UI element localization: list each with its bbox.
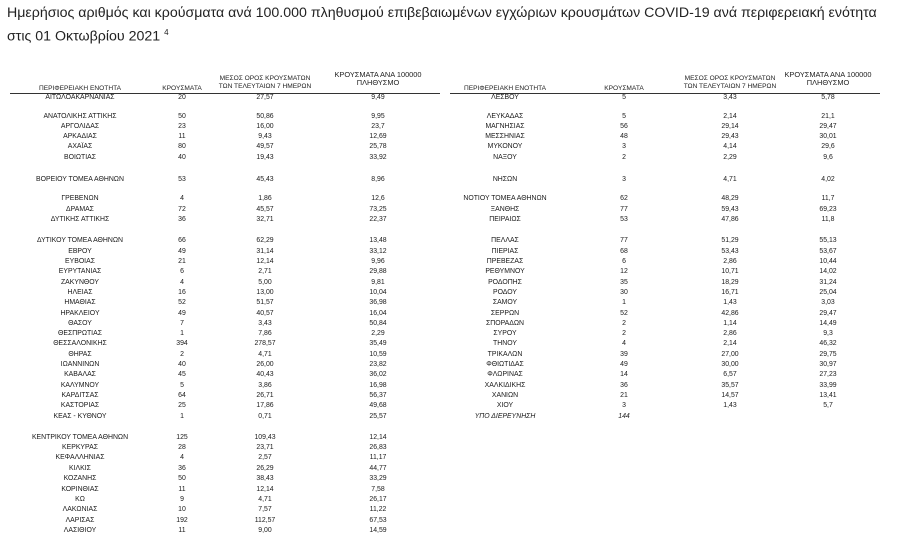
left-cell-unit: ΚΑΣΤΟΡΙΑΣ xyxy=(60,402,100,409)
right-cell-cases: 21 xyxy=(620,392,628,399)
right-cell-avg7: 1,14 xyxy=(723,320,737,327)
left-cell-per100k: 33,29 xyxy=(369,475,387,482)
right-cell-unit: ΦΛΩΡΙΝΑΣ xyxy=(487,371,523,378)
left-cell-unit: ΛΑΡΙΣΑΣ xyxy=(65,517,95,524)
right-cell-per100k: 27,23 xyxy=(819,371,837,378)
left-cell-per100k: 8,96 xyxy=(371,176,385,183)
right-cell-cases: 1 xyxy=(622,299,626,306)
right-cell-per100k: 11,8 xyxy=(821,216,835,223)
left-cell-cases: 50 xyxy=(178,475,186,482)
left-cell-per100k: 7,58 xyxy=(371,486,385,493)
left-cell-per100k: 16,98 xyxy=(369,382,387,389)
left-cell-cases: 5 xyxy=(180,382,184,389)
left-cell-per100k: 12,14 xyxy=(369,434,387,441)
right-header-per100k: ΚΡΟΥΣΜΑΤΑ ΑΝΑ 100000 ΠΛΗΘΥΣΜΟ xyxy=(784,70,872,87)
right-cell-cases: 6 xyxy=(622,258,626,265)
left-cell-per100k: 9,81 xyxy=(371,279,385,286)
left-cell-avg7: 45,57 xyxy=(256,206,274,213)
right-cell-cases: 35 xyxy=(620,279,628,286)
left-cell-unit: ΑΙΤΩΛΟΑΚΑΡΝΑΝΙΑΣ xyxy=(45,94,115,101)
left-cell-cases: 72 xyxy=(178,206,186,213)
left-cell-cases: 50 xyxy=(178,113,186,120)
right-cell-unit: ΤΗΝΟΥ xyxy=(493,340,517,347)
left-cell-unit: ΚΕΝΤΡΙΚΟΥ ΤΟΜΕΑ ΑΘΗΝΩΝ xyxy=(31,434,129,441)
left-cell-cases: 11 xyxy=(178,527,186,534)
left-cell-per100k: 50,84 xyxy=(369,320,387,327)
right-cell-avg7: 35,57 xyxy=(721,382,739,389)
left-cell-avg7: 3,86 xyxy=(258,382,272,389)
left-cell-cases: 1 xyxy=(180,330,184,337)
left-cell-avg7: 2,57 xyxy=(258,454,272,461)
left-cell-avg7: 7,57 xyxy=(258,506,272,513)
left-cell-per100k: 44,77 xyxy=(369,465,387,472)
right-cell-cases: 30 xyxy=(620,289,628,296)
right-cell-unit: ΛΕΥΚΑΔΑΣ xyxy=(486,113,524,120)
right-cell-per100k: 69,23 xyxy=(819,206,837,213)
right-cell-unit: ΥΠΟ ΔΙΕΡΕΥΝΗΣΗ xyxy=(474,413,536,420)
left-cell-avg7: 26,29 xyxy=(256,465,274,472)
left-cell-per100k: 9,95 xyxy=(371,113,385,120)
left-cell-avg7: 38,43 xyxy=(256,475,274,482)
right-cell-unit: ΠΙΕΡΙΑΣ xyxy=(491,248,519,255)
right-header-avg7: ΜΕΣΟΣ ΟΡΟΣ ΚΡΟΥΣΜΑΤΩΝ ΤΩΝ ΤΕΛΕΥΤΑΙΩΝ 7 ΗΜΕΡΩΝ xyxy=(683,75,777,90)
right-cell-per100k: 29,47 xyxy=(819,310,837,317)
left-cell-per100k: 36,02 xyxy=(369,371,387,378)
left-cell-avg7: 12,14 xyxy=(256,486,274,493)
left-cell-unit: ΘΕΣΠΡΩΤΙΑΣ xyxy=(58,330,102,337)
left-cell-cases: 66 xyxy=(178,237,186,244)
footnote-ref: 4 xyxy=(164,28,169,37)
left-cell-avg7: 26,00 xyxy=(256,361,274,368)
left-cell-per100k: 67,53 xyxy=(369,517,387,524)
left-cell-cases: 9 xyxy=(180,496,184,503)
left-cell-unit: ΑΝΑΤΟΛΙΚΗΣ ΑΤΤΙΚΗΣ xyxy=(43,113,117,120)
left-cell-avg7: 49,57 xyxy=(256,143,274,150)
left-cell-avg7: 62,29 xyxy=(256,237,274,244)
right-cell-unit: ΡΟΔΟΠΗΣ xyxy=(488,279,522,286)
left-cell-avg7: 50,86 xyxy=(256,113,274,120)
right-cell-unit: ΣΑΜΟΥ xyxy=(492,299,518,306)
right-cell-unit: ΝΟΤΙΟΥ ΤΟΜΕΑ ΑΘΗΝΩΝ xyxy=(463,195,547,202)
left-cell-avg7: 45,43 xyxy=(256,176,274,183)
right-cell-per100k: 14,02 xyxy=(819,268,837,275)
right-cell-cases: 5 xyxy=(622,94,626,101)
right-cell-avg7: 3,43 xyxy=(723,94,737,101)
left-cell-cases: 23 xyxy=(178,123,186,130)
right-cell-avg7: 59,43 xyxy=(721,206,739,213)
left-header-avg7: ΜΕΣΟΣ ΟΡΟΣ ΚΡΟΥΣΜΑΤΩΝ ΤΩΝ ΤΕΛΕΥΤΑΙΩΝ 7 ΗΜΕΡΩΝ xyxy=(218,75,312,90)
right-cell-per100k: 21,1 xyxy=(821,113,835,120)
left-cell-cases: 40 xyxy=(178,361,186,368)
left-cell-unit: ΘΕΣΣΑΛΟΝΙΚΗΣ xyxy=(53,340,107,347)
right-cell-cases: 3 xyxy=(622,176,626,183)
right-cell-per100k: 11,7 xyxy=(821,195,835,202)
right-cell-avg7: 2,86 xyxy=(723,330,737,337)
left-cell-avg7: 23,71 xyxy=(256,444,274,451)
left-cell-avg7: 40,43 xyxy=(256,371,274,378)
left-cell-avg7: 5,00 xyxy=(258,279,272,286)
right-cell-cases: 53 xyxy=(620,216,628,223)
left-cell-unit: ΑΡΚΑΔΙΑΣ xyxy=(63,133,97,140)
right-cell-avg7: 1,43 xyxy=(723,299,737,306)
left-cell-cases: 4 xyxy=(180,279,184,286)
left-cell-cases: 52 xyxy=(178,299,186,306)
left-cell-per100k: 9,96 xyxy=(371,258,385,265)
right-cell-unit: ΦΘΙΩΤΙΔΑΣ xyxy=(486,361,524,368)
right-cell-cases: 56 xyxy=(620,123,628,130)
left-cell-avg7: 7,86 xyxy=(258,330,272,337)
left-cell-cases: 25 xyxy=(178,402,186,409)
right-cell-avg7: 2,86 xyxy=(723,258,737,265)
right-cell-cases: 39 xyxy=(620,351,628,358)
left-cell-per100k: 36,98 xyxy=(369,299,387,306)
left-cell-unit: ΚΙΛΚΙΣ xyxy=(69,465,91,472)
left-cell-per100k: 25,57 xyxy=(369,413,387,420)
left-cell-per100k: 33,12 xyxy=(369,248,387,255)
left-cell-unit: ΓΡΕΒΕΝΩΝ xyxy=(61,195,99,202)
right-cell-per100k: 10,44 xyxy=(819,258,837,265)
left-cell-avg7: 1,86 xyxy=(258,195,272,202)
right-cell-avg7: 10,71 xyxy=(721,268,739,275)
left-cell-unit: ΚΟΖΑΝΗΣ xyxy=(63,475,97,482)
right-cell-unit: ΧΑΛΚΙΔΙΚΗΣ xyxy=(484,382,526,389)
right-cell-cases: 2 xyxy=(622,320,626,327)
left-cell-unit: ΙΩΑΝΝΙΝΩΝ xyxy=(60,361,100,368)
left-cell-cases: 125 xyxy=(176,434,188,441)
left-cell-unit: ΚΕΦΑΛΛΗΝΙΑΣ xyxy=(55,454,105,461)
right-cell-per100k: 53,67 xyxy=(819,248,837,255)
right-cell-cases: 2 xyxy=(622,330,626,337)
left-cell-cases: 80 xyxy=(178,143,186,150)
right-cell-per100k: 4,02 xyxy=(821,176,835,183)
right-cell-per100k: 13,41 xyxy=(819,392,837,399)
right-cell-unit: ΡΟΔΟΥ xyxy=(492,289,517,296)
left-cell-unit: ΗΡΑΚΛΕΙΟΥ xyxy=(60,310,100,317)
left-cell-cases: 45 xyxy=(178,371,186,378)
left-cell-unit: ΘΗΡΑΣ xyxy=(68,351,92,358)
left-cell-per100k: 12,69 xyxy=(369,133,387,140)
right-cell-cases: 48 xyxy=(620,133,628,140)
left-cell-unit: ΑΡΓΟΛΙΔΑΣ xyxy=(60,123,100,130)
left-cell-avg7: 4,71 xyxy=(258,351,272,358)
left-cell-unit: ΚΟΡΙΝΘΙΑΣ xyxy=(61,486,99,493)
right-cell-cases: 3 xyxy=(622,402,626,409)
right-cell-unit: ΝΑΞΟΥ xyxy=(493,154,517,161)
left-cell-unit: ΗΛΕΙΑΣ xyxy=(67,289,93,296)
left-cell-cases: 1 xyxy=(180,413,184,420)
left-cell-per100k: 23,7 xyxy=(371,123,385,130)
left-cell-avg7: 278,57 xyxy=(254,340,276,347)
right-cell-cases: 4 xyxy=(622,340,626,347)
right-cell-unit: ΝΗΣΩΝ xyxy=(492,176,518,183)
left-header-per100k: ΚΡΟΥΣΜΑΤΑ ΑΝΑ 100000 ΠΛΗΘΥΣΜΟ xyxy=(334,70,422,87)
left-cell-per100k: 26,83 xyxy=(369,444,387,451)
left-cell-unit: ΒΟΙΩΤΙΑΣ xyxy=(63,154,96,161)
right-cell-avg7: 51,29 xyxy=(721,237,739,244)
right-cell-avg7: 2,14 xyxy=(723,113,737,120)
right-cell-unit: ΛΕΣΒΟΥ xyxy=(491,94,519,101)
left-cell-per100k: 9,49 xyxy=(371,94,385,101)
left-cell-per100k: 73,25 xyxy=(369,206,387,213)
left-cell-avg7: 112,57 xyxy=(254,517,276,524)
right-cell-avg7: 27,00 xyxy=(721,351,739,358)
right-cell-per100k: 46,32 xyxy=(819,340,837,347)
left-cell-avg7: 40,57 xyxy=(256,310,274,317)
left-cell-per100k: 56,37 xyxy=(369,392,387,399)
left-cell-avg7: 32,71 xyxy=(256,216,274,223)
right-header-cases: ΚΡΟΥΣΜΑΤΑ xyxy=(604,85,644,92)
right-cell-cases: 14 xyxy=(620,371,628,378)
left-cell-unit: ΚΑΒΑΛΑΣ xyxy=(64,371,96,378)
left-cell-unit: ΚΑΡΔΙΤΣΑΣ xyxy=(61,392,99,399)
left-cell-per100k: 22,37 xyxy=(369,216,387,223)
right-cell-per100k: 29,47 xyxy=(819,123,837,130)
right-cell-cases: 68 xyxy=(620,248,628,255)
left-cell-unit: ΔΥΤΙΚΟΥ ΤΟΜΕΑ ΑΘΗΝΩΝ xyxy=(36,237,123,244)
left-cell-unit: ΑΧΑΪΑΣ xyxy=(67,143,93,150)
left-cell-per100k: 13,48 xyxy=(369,237,387,244)
right-cell-cases: 144 xyxy=(618,413,630,420)
left-cell-unit: ΔΥΤΙΚΗΣ ΑΤΤΙΚΗΣ xyxy=(50,216,110,223)
left-cell-per100k: 12,6 xyxy=(371,195,385,202)
right-cell-per100k: 55,13 xyxy=(819,237,837,244)
left-cell-per100k: 14,59 xyxy=(369,527,387,534)
left-cell-unit: ΚΑΛΥΜΝΟΥ xyxy=(60,382,100,389)
right-cell-unit: ΜΥΚΟΝΟΥ xyxy=(487,143,523,150)
left-cell-per100k: 49,68 xyxy=(369,402,387,409)
left-cell-per100k: 11,22 xyxy=(369,506,387,513)
left-cell-unit: ΛΑΚΩΝΙΑΣ xyxy=(62,506,98,513)
right-cell-cases: 2 xyxy=(622,154,626,161)
right-cell-unit: ΣΠΟΡΑΔΩΝ xyxy=(485,320,524,327)
left-cell-cases: 4 xyxy=(180,195,184,202)
left-cell-per100k: 33,92 xyxy=(369,154,387,161)
left-cell-cases: 7 xyxy=(180,320,184,327)
left-cell-unit: ΔΡΑΜΑΣ xyxy=(66,206,94,213)
left-cell-cases: 64 xyxy=(178,392,186,399)
left-cell-avg7: 27,57 xyxy=(256,94,274,101)
left-cell-per100k: 25,78 xyxy=(369,143,387,150)
right-cell-per100k: 31,24 xyxy=(819,279,837,286)
right-cell-avg7: 29,14 xyxy=(721,123,739,130)
right-cell-cases: 12 xyxy=(620,268,628,275)
left-cell-per100k: 2,29 xyxy=(371,330,385,337)
right-cell-per100k: 30,01 xyxy=(819,133,837,140)
right-cell-cases: 77 xyxy=(620,206,628,213)
left-cell-per100k: 10,59 xyxy=(369,351,387,358)
left-cell-cases: 49 xyxy=(178,310,186,317)
right-cell-avg7: 42,86 xyxy=(721,310,739,317)
left-cell-cases: 4 xyxy=(180,454,184,461)
right-cell-per100k: 3,03 xyxy=(821,299,835,306)
right-cell-cases: 77 xyxy=(620,237,628,244)
right-cell-unit: ΡΕΘΥΜΝΟΥ xyxy=(485,268,525,275)
left-cell-per100k: 26,17 xyxy=(369,496,387,503)
right-cell-per100k: 5,7 xyxy=(823,402,833,409)
left-cell-avg7: 109,43 xyxy=(254,434,276,441)
right-cell-avg7: 18,29 xyxy=(721,279,739,286)
right-cell-per100k: 29,75 xyxy=(819,351,837,358)
left-cell-cases: 2 xyxy=(180,351,184,358)
left-cell-cases: 11 xyxy=(178,486,186,493)
left-cell-cases: 36 xyxy=(178,216,186,223)
left-cell-per100k: 35,49 xyxy=(369,340,387,347)
right-cell-avg7: 6,57 xyxy=(723,371,737,378)
right-cell-per100k: 5,78 xyxy=(821,94,835,101)
right-cell-unit: ΞΑΝΘΗΣ xyxy=(490,206,520,213)
left-cell-per100k: 29,88 xyxy=(369,268,387,275)
left-cell-cases: 394 xyxy=(176,340,188,347)
left-cell-unit: ΘΑΣΟΥ xyxy=(68,320,92,327)
right-cell-unit: ΜΕΣΣΗΝΙΑΣ xyxy=(485,133,525,140)
right-cell-avg7: 53,43 xyxy=(721,248,739,255)
right-cell-cases: 49 xyxy=(620,361,628,368)
left-cell-cases: 53 xyxy=(178,176,186,183)
right-cell-per100k: 9,6 xyxy=(823,154,833,161)
left-cell-per100k: 16,04 xyxy=(369,310,387,317)
left-cell-avg7: 16,00 xyxy=(256,123,274,130)
left-cell-cases: 40 xyxy=(178,154,186,161)
left-cell-cases: 6 xyxy=(180,268,184,275)
right-cell-per100k: 29,6 xyxy=(821,143,835,150)
right-cell-unit: ΣΥΡΟΥ xyxy=(493,330,517,337)
left-cell-avg7: 9,43 xyxy=(258,133,272,140)
left-cell-avg7: 4,71 xyxy=(258,496,272,503)
right-cell-avg7: 48,29 xyxy=(721,195,739,202)
right-cell-per100k: 9,3 xyxy=(823,330,833,337)
left-cell-cases: 16 xyxy=(178,289,186,296)
left-cell-avg7: 9,00 xyxy=(258,527,272,534)
left-cell-cases: 192 xyxy=(176,517,188,524)
right-cell-avg7: 2,29 xyxy=(723,154,737,161)
left-header-unit: ΠΕΡΙΦΕΡΕΙΑΚΗ ΕΝΟΤΗΤΑ xyxy=(38,85,122,92)
left-cell-avg7: 2,71 xyxy=(258,268,272,275)
left-cell-unit: ΗΜΑΘΙΑΣ xyxy=(64,299,96,306)
right-cell-avg7: 14,57 xyxy=(721,392,739,399)
left-cell-avg7: 0,71 xyxy=(258,413,272,420)
left-cell-cases: 11 xyxy=(178,133,186,140)
right-cell-cases: 5 xyxy=(622,113,626,120)
right-cell-per100k: 25,04 xyxy=(819,289,837,296)
left-cell-per100k: 23,82 xyxy=(369,361,387,368)
right-cell-avg7: 4,14 xyxy=(723,143,737,150)
left-cell-cases: 21 xyxy=(178,258,186,265)
right-cell-per100k: 33,99 xyxy=(819,382,837,389)
left-cell-avg7: 51,57 xyxy=(256,299,274,306)
right-cell-unit: ΜΑΓΝΗΣΙΑΣ xyxy=(485,123,525,130)
right-header-unit: ΠΕΡΙΦΕΡΕΙΑΚΗ ΕΝΟΤΗΤΑ xyxy=(463,85,547,92)
right-cell-avg7: 47,86 xyxy=(721,216,739,223)
left-cell-unit: ΕΒΡΟΥ xyxy=(68,248,92,255)
left-cell-unit: ΕΥΒΟΙΑΣ xyxy=(65,258,95,265)
right-cell-cases: 36 xyxy=(620,382,628,389)
right-cell-unit: ΠΡΕΒΕΖΑΣ xyxy=(486,258,524,265)
right-cell-unit: ΤΡΙΚΑΛΩΝ xyxy=(487,351,523,358)
right-cell-avg7: 4,71 xyxy=(723,176,737,183)
left-cell-avg7: 26,71 xyxy=(256,392,274,399)
left-cell-cases: 49 xyxy=(178,248,186,255)
left-cell-avg7: 17,86 xyxy=(256,402,274,409)
left-cell-avg7: 13,00 xyxy=(256,289,274,296)
left-cell-unit: ΚΩ xyxy=(75,496,85,503)
right-cell-per100k: 30,97 xyxy=(819,361,837,368)
left-cell-per100k: 10,04 xyxy=(369,289,387,296)
right-cell-cases: 52 xyxy=(620,310,628,317)
left-cell-unit: ΚΕΡΚΥΡΑΣ xyxy=(62,444,98,451)
left-cell-unit: ΕΥΡΥΤΑΝΙΑΣ xyxy=(58,268,102,275)
right-cell-unit: ΧΑΝΙΩΝ xyxy=(491,392,519,399)
left-cell-unit: ΖΑΚΥΝΘΟΥ xyxy=(60,279,100,286)
page-title: Ημερήσιος αριθμός και κρούσματα ανά 100.000 πληθυσμού επιβεβαιωμένων εγχώριων κρουσμάτων COVID-19 ανά περιφερειακή ενότητα στις 01 Οκτωβρίου 2021 $^4$ xyxy=(7,5,877,45)
right-cell-unit: ΧΙΟΥ xyxy=(496,402,514,409)
right-cell-per100k: 14,49 xyxy=(819,320,837,327)
left-cell-avg7: 12,14 xyxy=(256,258,274,265)
right-cell-avg7: 29,43 xyxy=(721,133,739,140)
left-cell-cases: 36 xyxy=(178,465,186,472)
right-cell-cases: 3 xyxy=(622,143,626,150)
left-cell-avg7: 31,14 xyxy=(256,248,274,255)
right-cell-avg7: 1,43 xyxy=(723,402,737,409)
left-cell-cases: 10 xyxy=(178,506,186,513)
left-cell-cases: 20 xyxy=(178,94,186,101)
right-cell-unit: ΠΕΙΡΑΙΩΣ xyxy=(489,216,521,223)
left-cell-avg7: 19,43 xyxy=(256,154,274,161)
left-cell-unit: ΛΑΣΙΘΙΟΥ xyxy=(63,527,97,534)
right-cell-cases: 62 xyxy=(620,195,628,202)
left-cell-unit: ΒΟΡΕΙΟΥ ΤΟΜΕΑ ΑΘΗΝΩΝ xyxy=(36,176,124,183)
left-cell-avg7: 3,43 xyxy=(258,320,272,327)
left-header-cases: ΚΡΟΥΣΜΑΤΑ xyxy=(162,85,202,92)
right-cell-unit: ΠΕΛΛΑΣ xyxy=(491,237,519,244)
left-cell-unit: ΚΕΑΣ - ΚΥΘΝΟΥ xyxy=(53,413,107,420)
left-cell-per100k: 11,17 xyxy=(369,454,387,461)
left-cell-cases: 28 xyxy=(178,444,186,451)
right-cell-avg7: 16,71 xyxy=(721,289,739,296)
right-cell-avg7: 30,00 xyxy=(721,361,739,368)
right-cell-avg7: 2,14 xyxy=(723,340,737,347)
right-cell-unit: ΣΕΡΡΩΝ xyxy=(490,310,520,317)
